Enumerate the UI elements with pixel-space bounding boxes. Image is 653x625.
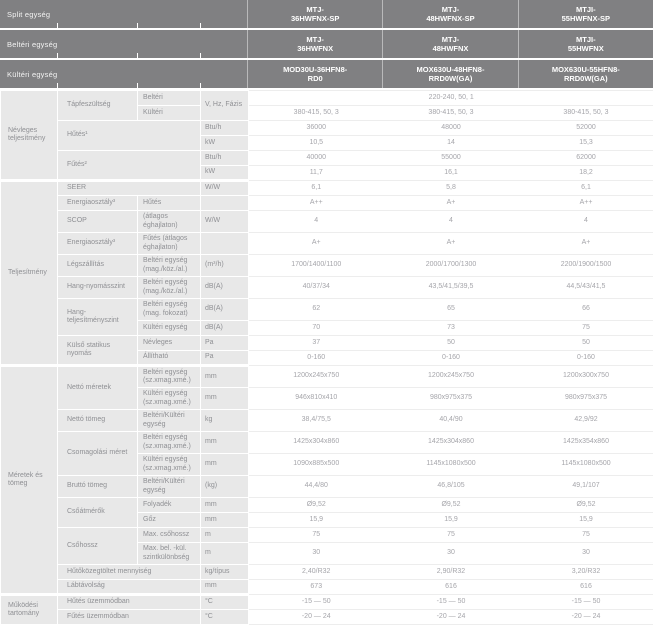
value-cell: -20 — 24: [249, 610, 384, 625]
unit-label: kg: [201, 410, 249, 432]
param-label: SCOP: [58, 211, 138, 233]
section-label: Teljesítmény: [1, 181, 58, 366]
param-label: Légszállítás: [58, 255, 138, 277]
unit-label: mm: [201, 432, 249, 454]
unit-label: m: [201, 543, 249, 565]
sub-label: Beltéri: [138, 91, 201, 106]
value-cell: 1425x354x860: [519, 432, 653, 454]
model-name-line1: MOX630U-48HFN8-: [416, 65, 485, 74]
model-name-line2: 36HWFNX: [297, 44, 334, 53]
model-cell: [248, 0, 382, 28]
value-cell: 30: [519, 543, 653, 565]
model-cell: [382, 0, 517, 28]
value-cell: 62: [249, 299, 384, 321]
value-cell: 15,9: [249, 513, 384, 528]
table-row: [1, 366, 653, 388]
value-cell: 70: [249, 321, 384, 336]
value-cell: -15 — 50: [519, 595, 653, 610]
unit-label: Btu/h: [201, 121, 249, 136]
table-row: [1, 277, 653, 299]
value-cell: 37: [249, 336, 384, 351]
value-cell: 616: [384, 580, 519, 595]
model-name-line2: RRD0W(GA): [563, 74, 608, 83]
unit-label: mm: [201, 513, 249, 528]
param-label: Hűtés¹: [58, 121, 201, 151]
sub-label: Max. csőhossz: [138, 528, 201, 543]
param-label: Lábtávolság: [58, 580, 201, 595]
value-cell: 30: [384, 543, 519, 565]
model-name-line1: MTJ-: [306, 35, 324, 44]
table-row: [1, 476, 653, 498]
value-cell: 75: [519, 321, 653, 336]
value-cell: 1145x1080x500: [384, 454, 519, 476]
header-row-label: Kültéri egység: [0, 60, 248, 88]
value-cell: A+: [249, 233, 384, 255]
param-label: Bruttó tömeg: [58, 476, 138, 498]
model-name-line1: MTJ-: [441, 35, 460, 44]
sub-label: Kültéri egység (sz.xmag.xmé.): [138, 388, 201, 410]
unit-label: [201, 196, 249, 211]
value-cell: 49,1/107: [519, 476, 653, 498]
table-row: [1, 181, 653, 196]
unit-label: Btu/h: [201, 151, 249, 166]
value-cell: 16,1: [384, 166, 519, 181]
unit-label: dB(A): [201, 299, 249, 321]
value-cell: 1200x245x750: [384, 366, 519, 388]
unit-label: dB(A): [201, 321, 249, 336]
section-label: Működési tartomány: [1, 595, 58, 625]
sub-label: Beltéri egység (sz.xmag.xmé.): [138, 366, 201, 388]
value-cell: 4: [249, 211, 384, 233]
value-cell: 380-415, 50, 3: [519, 106, 653, 121]
value-cell: 36000: [249, 121, 384, 136]
unit-label: m: [201, 528, 249, 543]
value-cell: 1200x300x750: [519, 366, 653, 388]
model-name-line1: MTJI-: [576, 35, 596, 44]
param-label: SEER: [58, 181, 201, 196]
value-cell: 30: [249, 543, 384, 565]
unit-label: mm: [201, 580, 249, 595]
model-name-line2: 55HWFNX-SP: [561, 14, 610, 23]
value-cell: 15,3: [519, 136, 653, 151]
value-cell: 65: [384, 299, 519, 321]
value-cell: 3,20/R32: [519, 565, 653, 580]
sub-label: Állítható: [138, 351, 201, 366]
value-cell: -20 — 24: [519, 610, 653, 625]
model-name-line1: MTJ-: [306, 5, 324, 14]
value-cell: Ø9,52: [519, 498, 653, 513]
table-row: [1, 233, 653, 255]
header-row-split-unit: [0, 0, 653, 28]
table-row: [1, 151, 653, 166]
value-cell: Ø9,52: [384, 498, 519, 513]
param-label: Csomagolási méret: [58, 432, 138, 476]
param-label: Csőátmérők: [58, 498, 138, 528]
table-row: [1, 121, 653, 136]
sub-label: Kültéri egység (sz.xmag.xmé.): [138, 454, 201, 476]
table-row: [1, 410, 653, 432]
model-name-line1: MTJ-: [441, 5, 460, 14]
sub-label: Beltéri egység (mag./köz./al.): [138, 255, 201, 277]
value-cell: 44,4/80: [249, 476, 384, 498]
value-cell: 2000/1700/1300: [384, 255, 519, 277]
value-cell: 52000: [519, 121, 653, 136]
sub-label: Beltéri egység (sz.xmag.xmé.): [138, 432, 201, 454]
model-name-line2: 48HWFNX-SP: [426, 14, 475, 23]
value-cell: 66: [519, 299, 653, 321]
unit-label: (m³/h): [201, 255, 249, 277]
value-cell: 48000: [384, 121, 519, 136]
value-cell: 0-160: [519, 351, 653, 366]
sub-label: Max. bel. -kül. szintkülönbség: [138, 543, 201, 565]
value-cell: 40/37/34: [249, 277, 384, 299]
value-cell: 38,4/75,5: [249, 410, 384, 432]
value-cell: 980x975x375: [384, 388, 519, 410]
unit-label: °C: [201, 595, 249, 610]
param-label: Nettó méretek: [58, 366, 138, 410]
value-cell: 380-415, 50, 3: [249, 106, 384, 121]
section-label: Méretek és tömeg: [1, 366, 58, 595]
sub-label: Folyadék: [138, 498, 201, 513]
value-cell: 0-160: [384, 351, 519, 366]
value-cell: 15,9: [384, 513, 519, 528]
table-row: [1, 255, 653, 277]
table-row: [1, 595, 653, 610]
value-cell: 2200/1900/1500: [519, 255, 653, 277]
table-row: [1, 610, 653, 625]
value-cell: 616: [519, 580, 653, 595]
value-cell: 1145x1080x500: [519, 454, 653, 476]
value-cell: 4: [519, 211, 653, 233]
unit-label: mm: [201, 498, 249, 513]
value-cell: 1090x885x500: [249, 454, 384, 476]
value-cell: 2,90/R32: [384, 565, 519, 580]
value-cell: A+: [519, 233, 653, 255]
sub-label: (átlagos éghajlaton): [138, 211, 201, 233]
sub-label: Hűtés: [138, 196, 201, 211]
table-row: [1, 565, 653, 580]
model-name-line1: MTJI-: [576, 5, 596, 14]
value-cell: 1700/1400/1100: [249, 255, 384, 277]
param-label: Hűtőközegtöltet mennyiség: [58, 565, 201, 580]
param-label: Fűtés üzemmódban: [58, 610, 201, 625]
value-cell: 0-160: [249, 351, 384, 366]
model-name-line2: 36HWFNX-SP: [290, 14, 340, 23]
unit-label: mm: [201, 454, 249, 476]
value-cell: 6,1: [249, 181, 384, 196]
value-cell: 50: [519, 336, 653, 351]
sub-label: Névleges: [138, 336, 201, 351]
param-label: Nettó tömeg: [58, 410, 138, 432]
unit-label: (kg): [201, 476, 249, 498]
unit-label: W/W: [201, 211, 249, 233]
unit-label: [201, 233, 249, 255]
value-cell: 2,40/R32: [249, 565, 384, 580]
unit-label: mm: [201, 366, 249, 388]
unit-label: V, Hz, Fázis: [201, 91, 249, 121]
model-cell: [382, 30, 517, 58]
table-row: [1, 498, 653, 513]
value-cell: 6,1: [519, 181, 653, 196]
spec-table: [0, 90, 653, 625]
param-label: Energiaosztály³: [58, 196, 138, 211]
unit-label: W/W: [201, 181, 249, 196]
value-cell: A+: [384, 196, 519, 211]
value-cell: 14: [384, 136, 519, 151]
unit-label: kW: [201, 136, 249, 151]
value-cell: 55000: [384, 151, 519, 166]
value-cell: 73: [384, 321, 519, 336]
model-cell: [248, 30, 382, 58]
value-cell: 43,5/41,5/39,5: [384, 277, 519, 299]
param-label: Hűtés üzemmódban: [58, 595, 201, 610]
sub-label: Beltéri egység (mag./köz./al.): [138, 277, 201, 299]
unit-label: °C: [201, 610, 249, 625]
header-row-label: Beltéri egység: [0, 30, 248, 58]
table-row: [1, 580, 653, 595]
value-cell: A+: [384, 233, 519, 255]
param-label: Külső statikus nyomás: [58, 336, 138, 366]
model-name-line1: MOX630U-55HFN8-: [551, 65, 620, 74]
value-cell: 4: [384, 211, 519, 233]
value-cell: 50: [384, 336, 519, 351]
unit-label: Pa: [201, 336, 249, 351]
table-row: [1, 528, 653, 543]
section-label: Névleges teljesítmény: [1, 91, 58, 181]
value-cell: 75: [249, 528, 384, 543]
header-row-indoor-unit: [0, 30, 653, 58]
value-cell: -15 — 50: [249, 595, 384, 610]
value-cell: 220-240, 50, 1: [249, 91, 653, 106]
model-cell: [518, 0, 653, 28]
value-cell: 1425x304x860: [384, 432, 519, 454]
value-cell: 11,7: [249, 166, 384, 181]
value-cell: A++: [249, 196, 384, 211]
model-cell: [518, 30, 653, 58]
value-cell: 40,4/90: [384, 410, 519, 432]
model-name-line2: 48HWFNX: [432, 44, 469, 53]
value-cell: 980x975x375: [519, 388, 653, 410]
table-row: [1, 196, 653, 211]
value-cell: 40000: [249, 151, 384, 166]
model-cell: [248, 60, 382, 88]
header-row-outdoor-unit: [0, 60, 653, 88]
sub-label: Gőz: [138, 513, 201, 528]
value-cell: 5,8: [384, 181, 519, 196]
model-name-line1: MOD30U-36HFN8-: [283, 65, 348, 74]
param-label: Energiaosztály³: [58, 233, 138, 255]
value-cell: -20 — 24: [384, 610, 519, 625]
sub-label: Kültéri: [138, 106, 201, 121]
unit-label: kW: [201, 166, 249, 181]
value-cell: A++: [519, 196, 653, 211]
value-cell: 75: [519, 528, 653, 543]
param-label: Csőhossz: [58, 528, 138, 565]
table-row: [1, 211, 653, 233]
value-cell: 1200x245x750: [249, 366, 384, 388]
value-cell: 42,9/92: [519, 410, 653, 432]
value-cell: 46,8/105: [384, 476, 519, 498]
value-cell: 10,5: [249, 136, 384, 151]
param-label: Hang-nyomásszint: [58, 277, 138, 299]
value-cell: 75: [384, 528, 519, 543]
unit-label: dB(A): [201, 277, 249, 299]
value-cell: 380-415, 50, 3: [384, 106, 519, 121]
unit-label: Pa: [201, 351, 249, 366]
table-row: [1, 91, 653, 106]
value-cell: 18,2: [519, 166, 653, 181]
header-row-label: Split egység: [0, 0, 248, 28]
model-name-line2: 55HWFNX: [567, 44, 604, 53]
value-cell: Ø9,52: [249, 498, 384, 513]
sub-label: Beltéri/Kültéri egység: [138, 410, 201, 432]
model-name-line2: RD0: [307, 74, 323, 83]
sub-label: Beltéri/Kültéri egység: [138, 476, 201, 498]
value-cell: -15 — 50: [384, 595, 519, 610]
table-row: [1, 336, 653, 351]
value-cell: 44,5/43/41,5: [519, 277, 653, 299]
model-cell: [382, 60, 517, 88]
table-row: [1, 299, 653, 321]
table-row: [1, 432, 653, 454]
unit-label: mm: [201, 388, 249, 410]
model-name-line2: RRD0W(GA): [428, 74, 473, 83]
sub-label: Fűtés (átlagos éghajlaton): [138, 233, 201, 255]
value-cell: 15,9: [519, 513, 653, 528]
value-cell: 673: [249, 580, 384, 595]
value-cell: 1425x304x860: [249, 432, 384, 454]
sub-label: Beltéri egység (mag. fokozat): [138, 299, 201, 321]
param-label: Tápfeszültség: [58, 91, 138, 121]
sub-label: Kültéri egység: [138, 321, 201, 336]
param-label: Fűtés²: [58, 151, 201, 181]
param-label: Hang-teljesítményszint: [58, 299, 138, 336]
model-cell: [518, 60, 653, 88]
unit-label: kg/típus: [201, 565, 249, 580]
value-cell: 62000: [519, 151, 653, 166]
value-cell: 946x810x410: [249, 388, 384, 410]
